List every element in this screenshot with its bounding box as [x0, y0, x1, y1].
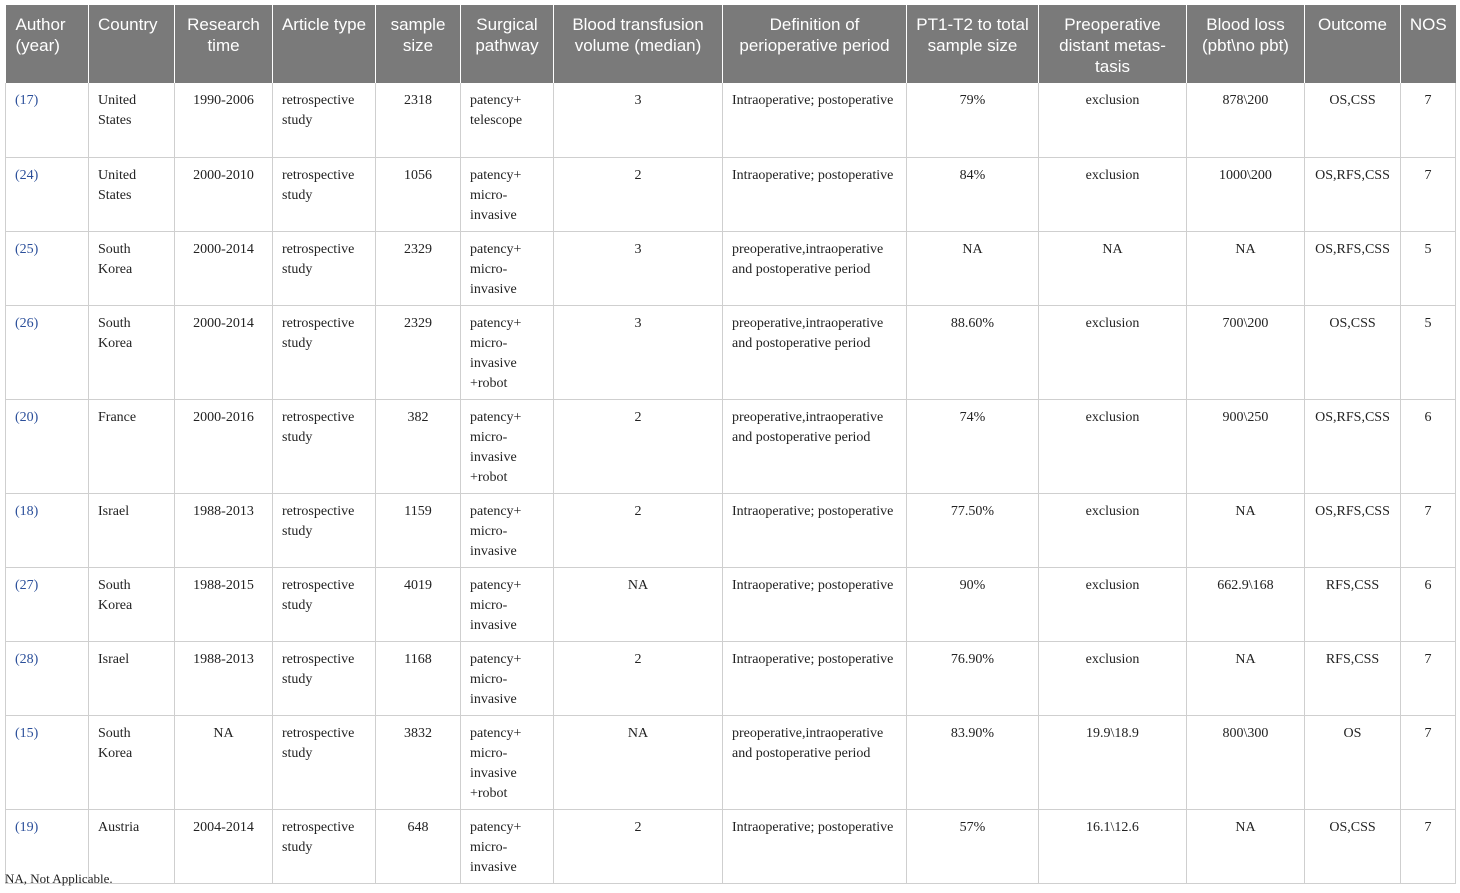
citation-link[interactable]: (27) [6, 567, 89, 641]
cell-pt1-t2-ratio: 76.90% [907, 641, 1039, 715]
header-outcome: Outcome [1305, 5, 1401, 83]
cell-sample-size: 2318 [376, 83, 461, 157]
citation-link[interactable]: (15) [6, 715, 89, 809]
cell-nos: 7 [1401, 493, 1456, 567]
cell-blood-transfusion: 3 [554, 231, 723, 305]
cell-nos: 7 [1401, 641, 1456, 715]
cell-research-time: 1988-2015 [175, 567, 273, 641]
cell-country: South Korea [89, 231, 175, 305]
cell-article-type: retrospective study [273, 157, 376, 231]
cell-distant-metastasis: exclusion [1039, 399, 1187, 493]
cell-distant-metastasis: 16.1\12.6 [1039, 809, 1187, 883]
cell-pt1-t2-ratio: 74% [907, 399, 1039, 493]
table-row [6, 231, 1456, 305]
citation-link[interactable]: (26) [6, 305, 89, 399]
cell-surgical-pathway: patency+ micro-invasive +robot [461, 399, 554, 493]
cell-sample-size: 3832 [376, 715, 461, 809]
cell-outcome: OS,CSS [1305, 305, 1401, 399]
cell-country: Austria [89, 809, 175, 883]
citation-link[interactable]: (19) [6, 809, 89, 883]
cell-surgical-pathway: patency+ micro-invasive [461, 157, 554, 231]
cell-blood-transfusion: 2 [554, 157, 723, 231]
cell-nos: 7 [1401, 83, 1456, 157]
cell-nos: 5 [1401, 305, 1456, 399]
cell-surgical-pathway: patency+ telescope [461, 83, 554, 157]
cell-article-type: retrospective study [273, 493, 376, 567]
table-row [6, 567, 1456, 641]
cell-nos: 6 [1401, 567, 1456, 641]
header-blood-transfusion: Blood transfusion volume (median) [554, 5, 723, 83]
cell-nos: 7 [1401, 809, 1456, 883]
cell-outcome: OS,RFS,CSS [1305, 231, 1401, 305]
cell-nos: 6 [1401, 399, 1456, 493]
cell-surgical-pathway: patency+ micro-invasive [461, 641, 554, 715]
header-country: Country [89, 5, 175, 83]
cell-blood-loss: NA [1187, 231, 1305, 305]
cell-outcome: OS,RFS,CSS [1305, 493, 1401, 567]
header-nos: NOS [1401, 5, 1456, 83]
cell-blood-transfusion: 3 [554, 83, 723, 157]
cell-pt1-t2-ratio: 83.90% [907, 715, 1039, 809]
cell-blood-loss: NA [1187, 641, 1305, 715]
header-article-type: Article type [273, 5, 376, 83]
table-row [6, 399, 1456, 493]
table-row [6, 809, 1456, 883]
cell-article-type: retrospective study [273, 231, 376, 305]
cell-sample-size: 2329 [376, 231, 461, 305]
cell-nos: 7 [1401, 715, 1456, 809]
cell-perioperative-definition: preoperative,intraoperative and postoperative period [723, 305, 907, 399]
cell-outcome: OS,CSS [1305, 809, 1401, 883]
cell-perioperative-definition: Intraoperative; postoperative [723, 493, 907, 567]
cell-perioperative-definition: Intraoperative; postoperative [723, 641, 907, 715]
cell-perioperative-definition: Intraoperative; postoperative [723, 567, 907, 641]
cell-sample-size: 1159 [376, 493, 461, 567]
cell-article-type: retrospective study [273, 399, 376, 493]
cell-surgical-pathway: patency+ micro-invasive +robot [461, 715, 554, 809]
citation-link[interactable]: (28) [6, 641, 89, 715]
cell-sample-size: 382 [376, 399, 461, 493]
cell-surgical-pathway: patency+ micro-invasive [461, 493, 554, 567]
header-sample-size: sample size [376, 5, 461, 83]
study-characteristics-table [5, 5, 1456, 884]
cell-pt1-t2-ratio: 84% [907, 157, 1039, 231]
table-row [6, 305, 1456, 399]
header-pt1-t2-ratio: PT1-T2 to total sample size [907, 5, 1039, 83]
table-row [6, 715, 1456, 809]
cell-pt1-t2-ratio: 77.50% [907, 493, 1039, 567]
cell-perioperative-definition: Intraoperative; postoperative [723, 809, 907, 883]
cell-research-time: 2000-2014 [175, 305, 273, 399]
cell-outcome: RFS,CSS [1305, 567, 1401, 641]
header-distant-metastasis: Preoperative distant metas-tasis [1039, 5, 1187, 83]
cell-distant-metastasis: exclusion [1039, 83, 1187, 157]
cell-perioperative-definition: preoperative,intraoperative and postoperative period [723, 399, 907, 493]
cell-distant-metastasis: exclusion [1039, 305, 1187, 399]
cell-research-time: 2000-2016 [175, 399, 273, 493]
cell-country: Israel [89, 641, 175, 715]
cell-blood-transfusion: 2 [554, 809, 723, 883]
cell-sample-size: 648 [376, 809, 461, 883]
cell-country: South Korea [89, 305, 175, 399]
header-blood-loss: Blood loss (pbt\no pbt) [1187, 5, 1305, 83]
cell-country: United States [89, 157, 175, 231]
cell-research-time: 1988-2013 [175, 493, 273, 567]
cell-research-time: 2000-2014 [175, 231, 273, 305]
cell-blood-loss: 800\300 [1187, 715, 1305, 809]
header-research-time: Research time [175, 5, 273, 83]
study-characteristics-table-wrapper [5, 5, 1456, 884]
cell-article-type: retrospective study [273, 305, 376, 399]
cell-blood-transfusion: 2 [554, 641, 723, 715]
cell-distant-metastasis: exclusion [1039, 157, 1187, 231]
cell-blood-loss: 1000\200 [1187, 157, 1305, 231]
cell-distant-metastasis: exclusion [1039, 641, 1187, 715]
cell-research-time: 1988-2013 [175, 641, 273, 715]
cell-blood-loss: NA [1187, 493, 1305, 567]
cell-sample-size: 2329 [376, 305, 461, 399]
cell-sample-size: 1168 [376, 641, 461, 715]
cell-article-type: retrospective study [273, 715, 376, 809]
cell-distant-metastasis: exclusion [1039, 493, 1187, 567]
cell-research-time: 2004-2014 [175, 809, 273, 883]
cell-nos: 5 [1401, 231, 1456, 305]
cell-country: South Korea [89, 715, 175, 809]
table-row [6, 493, 1456, 567]
cell-country: France [89, 399, 175, 493]
cell-pt1-t2-ratio: 90% [907, 567, 1039, 641]
cell-surgical-pathway: patency+ micro-invasive +robot [461, 305, 554, 399]
cell-blood-loss: 900\250 [1187, 399, 1305, 493]
cell-distant-metastasis: 19.9\18.9 [1039, 715, 1187, 809]
cell-research-time: 1990-2006 [175, 83, 273, 157]
cell-country: Israel [89, 493, 175, 567]
cell-blood-loss: 700\200 [1187, 305, 1305, 399]
cell-blood-loss: NA [1187, 809, 1305, 883]
cell-article-type: retrospective study [273, 809, 376, 883]
cell-outcome: OS,RFS,CSS [1305, 157, 1401, 231]
cell-perioperative-definition: preoperative,intraoperative and postoperative period [723, 715, 907, 809]
cell-research-time: NA [175, 715, 273, 809]
cell-distant-metastasis: exclusion [1039, 567, 1187, 641]
cell-outcome: OS,CSS [1305, 83, 1401, 157]
cell-blood-transfusion: NA [554, 715, 723, 809]
citation-link[interactable]: (18) [6, 493, 89, 567]
cell-pt1-t2-ratio: NA [907, 231, 1039, 305]
cell-blood-transfusion: 2 [554, 493, 723, 567]
cell-pt1-t2-ratio: 57% [907, 809, 1039, 883]
cell-article-type: retrospective study [273, 83, 376, 157]
cell-pt1-t2-ratio: 88.60% [907, 305, 1039, 399]
cell-distant-metastasis: NA [1039, 231, 1187, 305]
header-perioperative-definition: Definition of perioperative period [723, 5, 907, 83]
cell-surgical-pathway: patency+ micro-invasive [461, 231, 554, 305]
header-row [6, 5, 1456, 83]
cell-outcome: OS,RFS,CSS [1305, 399, 1401, 493]
cell-perioperative-definition: Intraoperative; postoperative [723, 83, 907, 157]
cell-article-type: retrospective study [273, 641, 376, 715]
cell-blood-transfusion: NA [554, 567, 723, 641]
cell-blood-transfusion: 2 [554, 399, 723, 493]
cell-outcome: RFS,CSS [1305, 641, 1401, 715]
table-row [6, 641, 1456, 715]
cell-sample-size: 1056 [376, 157, 461, 231]
cell-blood-loss: 878\200 [1187, 83, 1305, 157]
cell-pt1-t2-ratio: 79% [907, 83, 1039, 157]
cell-perioperative-definition: preoperative,intraoperative and postoperative period [723, 231, 907, 305]
cell-surgical-pathway: patency+ micro-invasive [461, 809, 554, 883]
citation-link[interactable]: (17) [6, 83, 89, 157]
table-row [6, 157, 1456, 231]
cell-surgical-pathway: patency+ micro-invasive [461, 567, 554, 641]
cell-blood-transfusion: 3 [554, 305, 723, 399]
cell-blood-loss: 662.9\168 [1187, 567, 1305, 641]
citation-link[interactable]: (20) [6, 399, 89, 493]
citation-link[interactable]: (25) [6, 231, 89, 305]
cell-nos: 7 [1401, 157, 1456, 231]
header-author: Author (year) [6, 5, 89, 83]
citation-link[interactable]: (24) [6, 157, 89, 231]
table-footnote: NA, Not Applicable. [5, 871, 113, 886]
cell-sample-size: 4019 [376, 567, 461, 641]
cell-research-time: 2000-2010 [175, 157, 273, 231]
cell-article-type: retrospective study [273, 567, 376, 641]
header-surgical-pathway: Surgical pathway [461, 5, 554, 83]
cell-outcome: OS [1305, 715, 1401, 809]
table-row [6, 83, 1456, 157]
cell-perioperative-definition: Intraoperative; postoperative [723, 157, 907, 231]
cell-country: South Korea [89, 567, 175, 641]
cell-country: United States [89, 83, 175, 157]
